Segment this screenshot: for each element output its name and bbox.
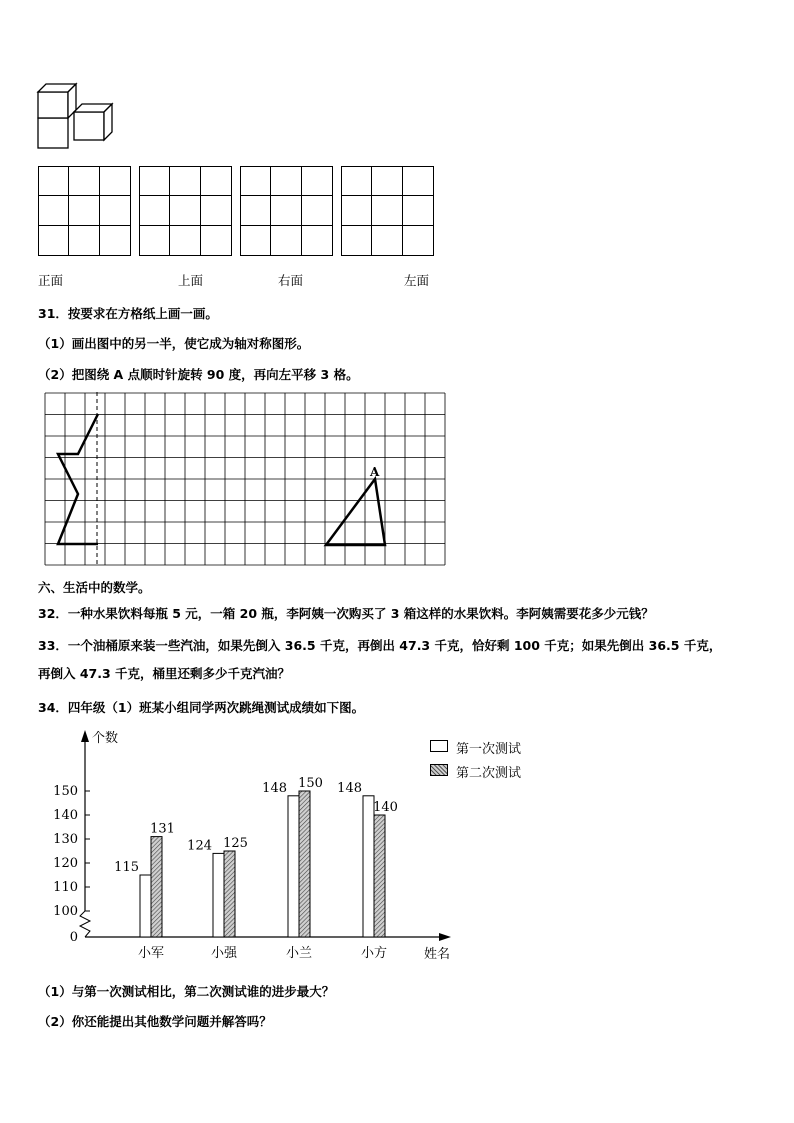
x-tick-label: 小方 bbox=[360, 946, 388, 961]
view-label-top: 上面 bbox=[178, 273, 204, 288]
bar-first-test bbox=[288, 796, 299, 937]
axis-break bbox=[80, 911, 90, 937]
q31-sub1: （1）画出图中的另一半，使它成为轴对称图形。 bbox=[38, 336, 310, 351]
q33-line1: 33．一个油桶原来装一些汽油，如果先倒入 36.5 千克，再倒出 47.3 千克，恰好剩 100 千克；如果先倒出 36.5 千克， bbox=[38, 638, 722, 653]
bar-value-label: 150 bbox=[298, 776, 323, 791]
x-tick-label: 小兰 bbox=[285, 946, 313, 961]
triangle-figure bbox=[326, 479, 385, 545]
view-grid-front[interactable] bbox=[38, 166, 131, 256]
x-tick-label: 小强 bbox=[210, 946, 238, 961]
bar-value-label: 140 bbox=[373, 800, 398, 815]
bar-first-test bbox=[363, 796, 374, 937]
view-grid-right[interactable] bbox=[240, 166, 333, 256]
section6-title: 六、生活中的数学。 bbox=[38, 580, 151, 595]
q31-title: 31．按要求在方格纸上画一画。 bbox=[38, 306, 218, 321]
bar-first-test bbox=[140, 875, 151, 937]
x-axis-arrow bbox=[439, 933, 451, 941]
view-label-left: 左面 bbox=[404, 273, 430, 288]
q32-text: 32．一种水果饮料每瓶 5 元，一箱 20 瓶，李阿姨一次购买了 3 箱这样的水果饮料。李阿姨需要花多少元钱？ bbox=[38, 606, 654, 621]
y-tick-label: 0 bbox=[69, 930, 78, 945]
bar-second-test bbox=[299, 791, 310, 937]
q31-sub2: （2）把图绕 A 点顺时针旋转 90 度，再向左平移 3 格。 bbox=[38, 367, 359, 382]
bar-value-label: 125 bbox=[223, 836, 248, 851]
q34-sub1: （1）与第一次测试相比，第二次测试谁的进步最大？ bbox=[38, 984, 335, 999]
y-tick-label: 130 bbox=[53, 832, 78, 847]
bar-value-label: 115 bbox=[114, 860, 139, 875]
bar-first-test bbox=[213, 853, 224, 937]
jump-rope-chart bbox=[40, 726, 470, 971]
bar-value-label: 124 bbox=[187, 838, 212, 854]
legend-label-first: 第一次测试 bbox=[456, 742, 522, 757]
grid-paper[interactable] bbox=[44, 392, 448, 568]
y-axis-arrow bbox=[81, 730, 89, 742]
legend-swatch-second bbox=[430, 764, 448, 776]
q34-title: 34．四年级（1）班某小组同学两次跳绳测试成绩如下图。 bbox=[38, 700, 365, 715]
q33-line2: 再倒入 47.3 千克，桶里还剩多少千克汽油？ bbox=[38, 666, 291, 681]
view-label-right: 右面 bbox=[278, 273, 304, 288]
legend-swatch-first bbox=[430, 740, 448, 752]
view-grid-top[interactable] bbox=[139, 166, 232, 256]
x-tick-label: 小军 bbox=[137, 946, 165, 961]
y-tick-label: 140 bbox=[53, 808, 78, 823]
point-a-label: A bbox=[370, 465, 380, 479]
x-axis-label: 姓名 bbox=[424, 947, 451, 962]
bar-second-test bbox=[224, 851, 235, 937]
y-tick-label: 110 bbox=[53, 880, 78, 895]
y-tick-label: 100 bbox=[53, 904, 78, 919]
legend-label-second: 第二次测试 bbox=[456, 766, 522, 781]
bar-value-label: 148 bbox=[337, 780, 362, 796]
bar-second-test bbox=[374, 815, 385, 937]
view-label-front: 正面 bbox=[38, 273, 64, 288]
cube-figure bbox=[36, 82, 116, 152]
q34-sub2: （2）你还能提出其他数学问题并解答吗？ bbox=[38, 1014, 272, 1029]
bar-value-label: 131 bbox=[150, 821, 175, 837]
y-tick-label: 120 bbox=[53, 856, 78, 871]
y-axis-label: 个数 bbox=[92, 731, 119, 746]
bar-value-label: 148 bbox=[262, 780, 287, 796]
y-tick-label: 150 bbox=[53, 784, 78, 799]
view-grid-left[interactable] bbox=[341, 166, 434, 256]
bar-second-test bbox=[151, 837, 162, 937]
